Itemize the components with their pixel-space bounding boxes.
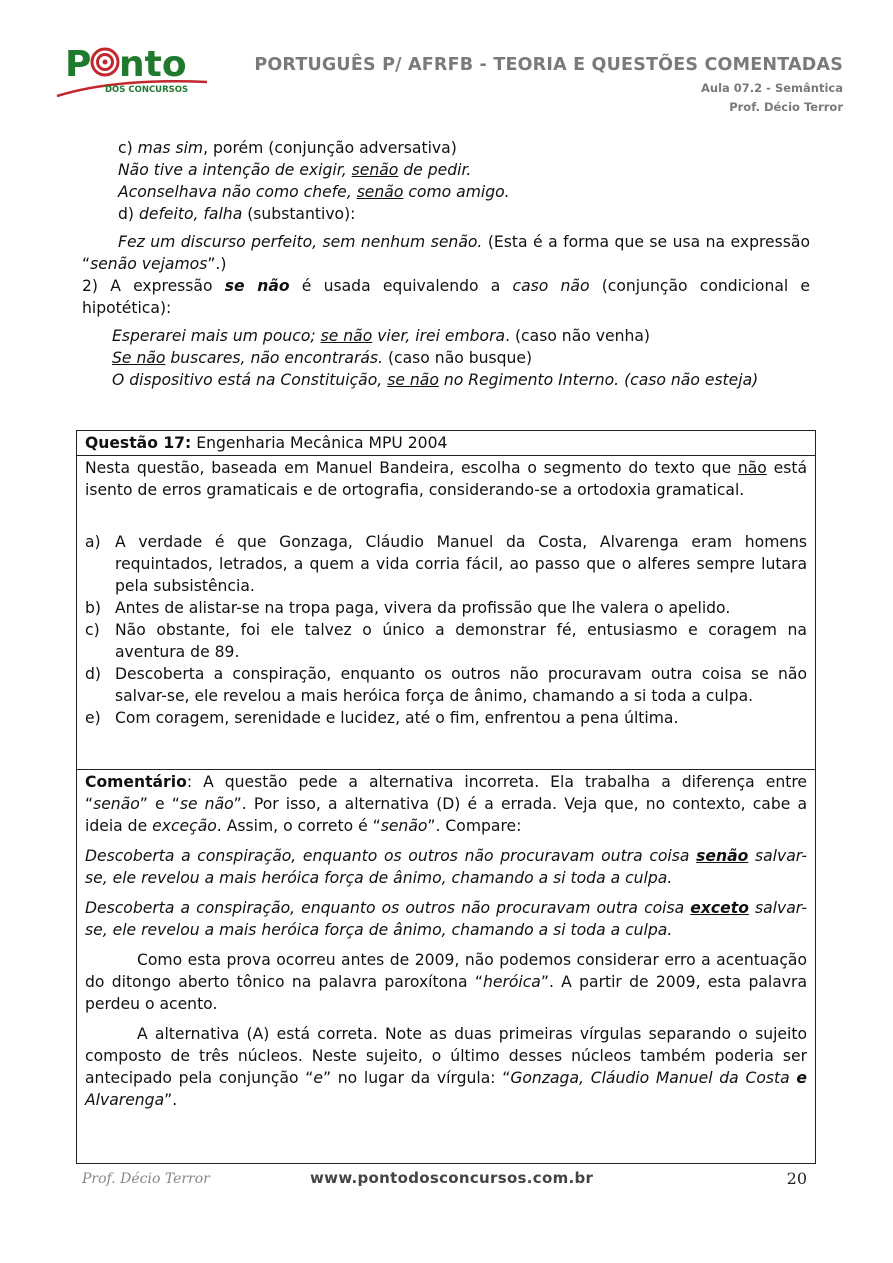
comment-example-2: Descoberta a conspiração, enquanto os outros não procuravam outra coisa exceto salvar-se, ele revelou a mais heróica força de ânimo, chamando a si toda a culpa. <box>85 899 807 939</box>
alternative-e: e) Com coragem, serenidade e lucidez, até o fim, enfrentou a pena última. <box>85 709 679 727</box>
footer-teacher: Prof. Décio Terror <box>82 1171 210 1187</box>
example-line: Esperarei mais um pouco; se não vier, irei embora. (caso não venha) <box>112 327 650 345</box>
teacher-label: Prof. Décio Terror <box>729 100 843 114</box>
item-c: c) mas sim, porém (conjunção adversativa) <box>118 139 457 157</box>
footer-site: www.pontodosconcursos.com.br <box>310 1169 594 1187</box>
example-line: Não tive a intenção de exigir, senão de pedir. <box>118 161 472 179</box>
question-stem: Nesta questão, baseada em Manuel Bandeira, escolha o segmento do texto que não está isento de erros gramaticais e de ortografia, considerando-se a ortodoxia gramatical. <box>85 459 807 499</box>
question-label: Questão 17: <box>85 434 192 452</box>
paragraph-2: 2) A expressão se não é usada equivalendo a caso não (conjunção condicional e hipotética): <box>82 277 811 317</box>
lesson-label: Aula 07.2 - Semântica <box>701 81 843 95</box>
logo <box>55 38 215 102</box>
page-number: 20 <box>786 1169 807 1188</box>
example-line: Se não buscares, não encontrarás. (caso não busque) <box>112 349 533 367</box>
question-box <box>76 430 816 1164</box>
intro-section <box>82 137 810 391</box>
comment-paragraph-4: A alternativa (A) está correta. Note as duas primeiras vírgulas separando o sujeito composto de três núcleos. Neste sujeito, o último desses núcleos também poderia ser antecipado pela conjunção “e” no lugar da vírgula: “Gonzaga, Cláudio Manuel da Costa e Alvarenga”. <box>85 1025 807 1109</box>
svg-text:nto: nto <box>119 44 187 85</box>
comment-section: Comentário: A questão pede a alternativa incorreta. Ela trabalha a diferença entre “senão” e “se não”. Por isso, a alternativa (D) é a errada. Veja que, no contexto, cabe a ideia de exceção. Assim, o correto é “senão”. Compare: Descoberta a conspiração, enquanto os outros não procuravam outra coisa senão salvar-se, ele revelou a mais heróica força de ânimo, chamando a si toda a culpa. Descoberta a conspiração, enquanto os outros não procuravam outra coisa exceto salvar-se, ele revelou a mais heróica força de ânimo, chamando a si toda a culpa. Como esta prova ocorreu antes de 2009, não podemos considerar erro a acentuação do ditongo aberto tônico na palavra paroxítona “heróica”. A partir de 2009, esta palavra perdeu o acento. A alternativa (A) está correta. Note as duas primeiras vírgulas separando o sujeito composto de três núcleos. Neste sujeito, o último desses núcleos também poderia ser antecipado pela conjunção “e” no lugar da vírgula: “Gonzaga, Cláudio Manuel da Costa e Alvarenga”. <box>85 773 808 1109</box>
document-title: PORTUGUÊS P/ AFRFB - TEORIA E QUESTÕES COMENTADAS <box>254 55 843 75</box>
svg-text:P: P <box>65 44 92 85</box>
question-header <box>77 431 815 456</box>
alternatives-list <box>85 531 807 729</box>
question-body <box>77 455 815 770</box>
alternative-d: d) Descoberta a conspiração, enquanto os outros não procuravam outra coisa se não salvar-se, ele revelou a mais heróica força de ânimo, chamando a si toda a culpa. <box>85 665 807 705</box>
example-line: O dispositivo está na Constituição, se não no Regimento Interno. (caso não esteja) <box>112 371 759 389</box>
example-line: Aconselhava não como chefe, senão como amigo. <box>118 183 510 201</box>
alternative-c: c) Não obstante, foi ele talvez o único a demonstrar fé, entusiasmo e coragem na aventura de 89. <box>85 621 807 661</box>
question-source: Engenharia Mecânica MPU 2004 <box>191 434 448 452</box>
alternative-a: a) A verdade é que Gonzaga, Cláudio Manuel da Costa, Alvarenga eram homens requintados, letrados, a quem a vida corria fácil, ao passo que o alferes sempre lutara pela subsistência. <box>85 533 807 595</box>
comment-example-1: Descoberta a conspiração, enquanto os outros não procuravam outra coisa senão salvar-se, ele revelou a mais heróica força de ânimo, chamando a si toda a culpa. <box>85 847 807 887</box>
example-paragraph: Fez um discurso perfeito, sem nenhum senão. (Esta é a forma que se usa na expressão “senão vejamos”.) <box>82 233 810 273</box>
svg-text:DOS CONCURSOS: DOS CONCURSOS <box>105 85 189 95</box>
item-d: d) defeito, falha (substantivo): <box>118 205 356 223</box>
alternative-b: b) Antes de alistar-se na tropa paga, vivera da profissão que lhe valera o apelido. <box>85 599 731 617</box>
comment-paragraph-3: Como esta prova ocorreu antes de 2009, não podemos considerar erro a acentuação do ditongo aberto tônico na palavra paroxítona “heróica”. A partir de 2009, esta palavra perdeu o acento. <box>85 951 807 1013</box>
